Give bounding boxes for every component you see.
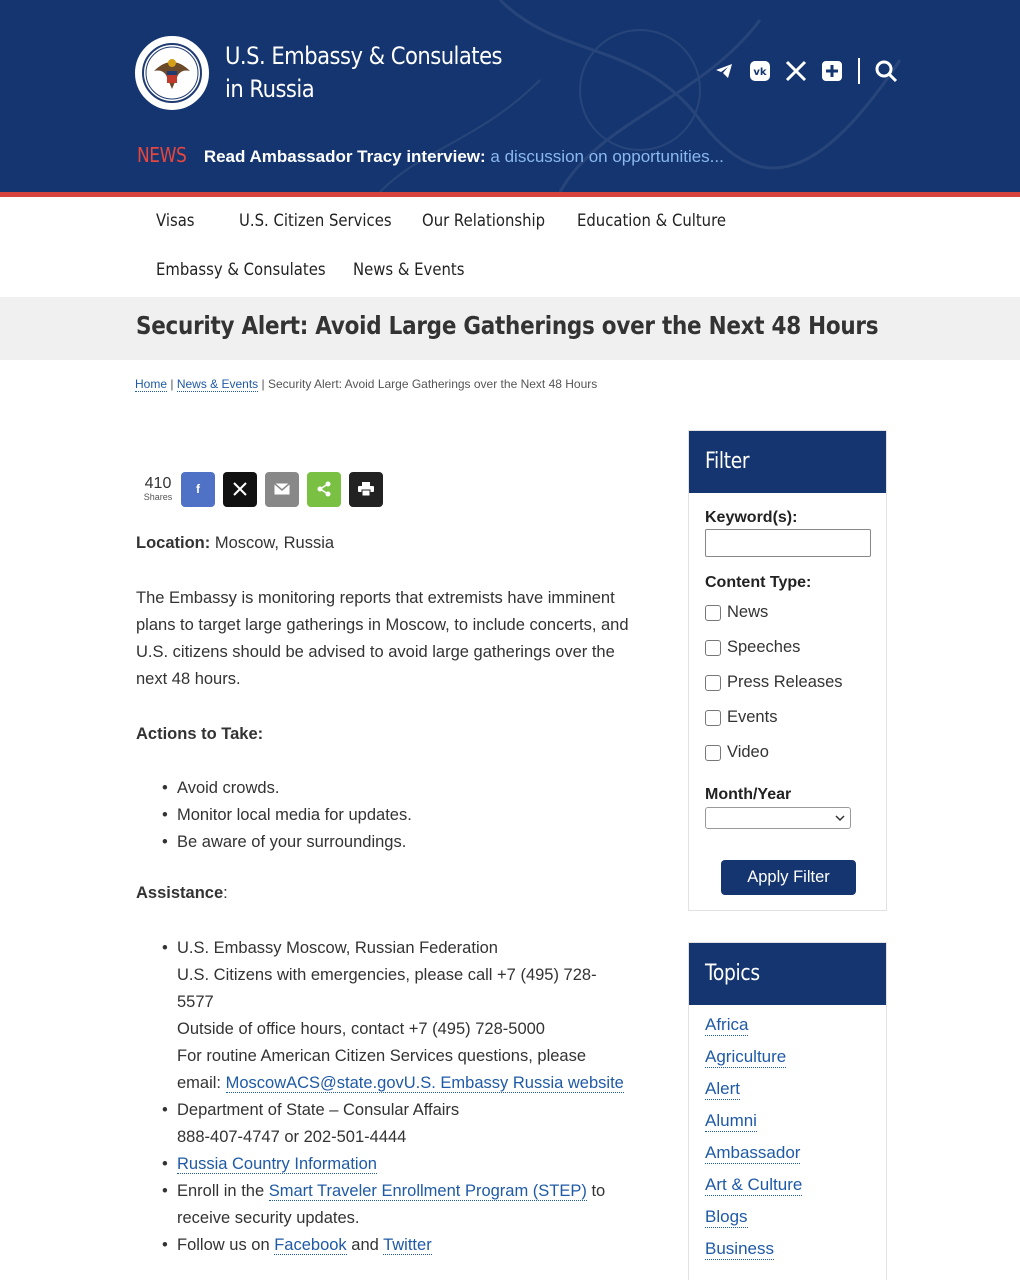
list-item: • Be aware of your surroundings. xyxy=(136,829,631,856)
article-body xyxy=(136,530,631,1259)
content-type-speeches[interactable] xyxy=(705,638,800,657)
list-item xyxy=(136,1232,631,1259)
breadcrumb-news-events[interactable]: News & Events xyxy=(176,377,259,391)
social-divider xyxy=(858,58,860,84)
assistance-heading xyxy=(136,880,631,907)
news-headline[interactable]: Read Ambassador Tracy interview: xyxy=(203,147,486,166)
topic-link-africa[interactable]: Africa xyxy=(705,1015,749,1034)
facebook-share-button[interactable] xyxy=(181,472,215,507)
share-icon xyxy=(316,481,332,497)
keyword-input[interactable] xyxy=(705,529,871,557)
actions-list xyxy=(136,775,631,856)
country-info-link[interactable]: Russia Country Information xyxy=(177,1155,377,1173)
checkbox-label: Press Releases xyxy=(727,673,843,691)
filter-panel xyxy=(688,430,887,911)
step-prefix: Enroll in the xyxy=(177,1182,269,1200)
list-item xyxy=(136,935,631,1097)
nav-item-our-relationship[interactable]: Our Relationship xyxy=(422,211,546,230)
topics-heading xyxy=(689,943,886,1005)
search-icon[interactable] xyxy=(874,59,898,83)
location-value: Moscow, Russia xyxy=(210,534,335,552)
checkbox-label: Speeches xyxy=(727,638,801,656)
telegram-icon[interactable] xyxy=(712,59,736,83)
share-count xyxy=(140,476,176,503)
dos-phones: 888-407-4747 or 202-501-4444 xyxy=(177,1128,407,1146)
embassy-email-link[interactable]: MoscowACS@state.govU.S. Embassy Russia website xyxy=(225,1074,624,1092)
site-title[interactable] xyxy=(225,40,502,106)
topics-heading-text: Topics xyxy=(705,961,760,986)
breadcrumb-separator: | xyxy=(167,377,177,391)
content-type-news[interactable] xyxy=(705,603,768,622)
list-item xyxy=(136,1151,631,1178)
x-share-button[interactable] xyxy=(223,472,257,507)
breadcrumb-separator: | xyxy=(258,377,268,391)
checkbox-label: Events xyxy=(727,708,778,726)
follow-prefix: Follow us on xyxy=(177,1236,275,1254)
print-share-button[interactable] xyxy=(349,472,383,507)
month-year-select[interactable] xyxy=(705,807,851,829)
embassy-routine-services: For routine American Citizen Services questions, please xyxy=(177,1047,587,1065)
step-link[interactable]: Smart Traveler Enrollment Program (STEP) xyxy=(268,1182,587,1200)
chevron-down-icon xyxy=(834,811,846,825)
email-share-button[interactable] xyxy=(265,472,299,507)
month-year-label: Month/Year xyxy=(705,786,792,803)
x-icon xyxy=(233,482,247,496)
breadcrumb xyxy=(135,377,597,391)
share-count-number: 410 xyxy=(144,474,172,492)
topic-link-ambassador[interactable]: Ambassador xyxy=(705,1143,801,1162)
vk-icon[interactable] xyxy=(748,59,772,83)
main-nav xyxy=(0,197,1020,297)
topics-panel xyxy=(688,942,887,1280)
content-type-label: Content Type: xyxy=(705,574,812,591)
news-link[interactable]: a discussion on opportunities... xyxy=(490,147,724,166)
breadcrumb-home[interactable]: Home xyxy=(135,377,168,391)
nav-item-education-culture[interactable]: Education & Culture xyxy=(577,211,727,230)
plus-icon[interactable] xyxy=(820,59,844,83)
social-links xyxy=(712,56,898,86)
embassy-after-hours: Outside of office hours, contact +7 (495) 728-5000 xyxy=(177,1020,545,1038)
topic-link-agriculture[interactable]: Agriculture xyxy=(705,1047,787,1066)
step-line xyxy=(177,1178,631,1205)
content-type-events[interactable] xyxy=(705,708,777,727)
assistance-heading-text: Assistance xyxy=(136,884,224,902)
news-tag: NEWS xyxy=(137,143,187,167)
topic-link-business[interactable]: Business xyxy=(705,1239,774,1258)
embassy-seal-logo[interactable] xyxy=(135,36,209,110)
page-title: Security Alert: Avoid Large Gatherings over the Next 48 Hours xyxy=(136,311,879,340)
checkbox[interactable] xyxy=(705,675,721,691)
site-header xyxy=(0,0,1020,192)
filter-heading xyxy=(689,431,886,493)
nav-item-visas[interactable]: Visas xyxy=(156,211,195,230)
x-icon[interactable] xyxy=(784,59,808,83)
location-label: Location: xyxy=(136,534,211,552)
nav-item-news-events[interactable]: News & Events xyxy=(353,260,465,279)
topic-link-alumni[interactable]: Alumni xyxy=(705,1111,757,1130)
nav-item-citizen-services[interactable]: U.S. Citizen Services xyxy=(239,211,392,230)
checkbox[interactable] xyxy=(705,710,721,726)
keyword-label: Keyword(s): xyxy=(705,509,798,526)
news-ticker[interactable] xyxy=(137,143,724,167)
email-prefix: email: xyxy=(177,1074,226,1092)
checkbox-label: News xyxy=(727,603,769,621)
site-title-line1: U.S. Embassy & Consulates xyxy=(225,42,503,70)
list-item xyxy=(136,1178,631,1232)
svg-text:vk: vk xyxy=(753,67,767,78)
embassy-emergency-line-cont: 5577 xyxy=(177,993,214,1011)
embassy-name: • U.S. Embassy Moscow, Russian Federation xyxy=(177,939,498,957)
breadcrumb-current: Security Alert: Avoid Large Gatherings over the Next 48 Hours xyxy=(267,377,598,391)
location-line xyxy=(136,530,631,557)
intro-paragraph: The Embassy is monitoring reports that extremists have imminent plans to target large gatherings in Moscow, to include concerts, and U.S. citizens should be advised to avoid large gatherings over the next 48 hours. xyxy=(136,589,629,688)
assistance-colon: : xyxy=(223,884,228,902)
facebook-icon: f xyxy=(196,482,200,496)
checkbox[interactable] xyxy=(705,605,721,621)
embassy-emergency-line: U.S. Citizens with emergencies, please call +7 (495) 728- xyxy=(177,966,597,984)
step-suffix: to xyxy=(586,1182,606,1200)
actions-heading: Actions to Take: xyxy=(136,725,264,743)
site-title-line2: in Russia xyxy=(225,75,315,103)
nav-item-embassy-consulates[interactable]: Embassy & Consulates xyxy=(156,260,326,279)
share-count-label: Shares xyxy=(143,491,173,502)
assistance-list xyxy=(136,935,631,1259)
apply-filter-button[interactable]: Apply Filter xyxy=(721,860,856,895)
facebook-link[interactable]: Facebook xyxy=(274,1236,347,1254)
content-type-video[interactable] xyxy=(705,743,769,762)
embassy-email-line xyxy=(177,1070,631,1097)
checkbox[interactable] xyxy=(705,640,721,656)
topic-link-blogs[interactable]: Blogs xyxy=(705,1207,748,1226)
twitter-link[interactable]: Twitter xyxy=(383,1236,432,1254)
list-item: • Avoid crowds. xyxy=(136,775,631,802)
topic-link-art-culture[interactable]: Art & Culture xyxy=(705,1175,803,1194)
title-band xyxy=(0,297,1020,360)
list-item: • Monitor local media for updates. xyxy=(136,802,631,829)
follow-and: and xyxy=(346,1236,384,1254)
step-line-cont: receive security updates. xyxy=(177,1209,360,1227)
filter-heading-text: Filter xyxy=(705,449,750,474)
generic-share-button[interactable] xyxy=(307,472,341,507)
print-icon xyxy=(358,482,374,496)
topic-link-alert[interactable]: Alert xyxy=(705,1079,740,1098)
content-type-press-releases[interactable] xyxy=(705,673,843,692)
checkbox[interactable] xyxy=(705,745,721,761)
dos-name: • Department of State – Consular Affairs xyxy=(177,1101,460,1119)
checkbox-label: Video xyxy=(727,743,769,761)
list-item xyxy=(136,1097,631,1151)
share-bar xyxy=(140,471,391,507)
email-icon xyxy=(274,483,290,495)
